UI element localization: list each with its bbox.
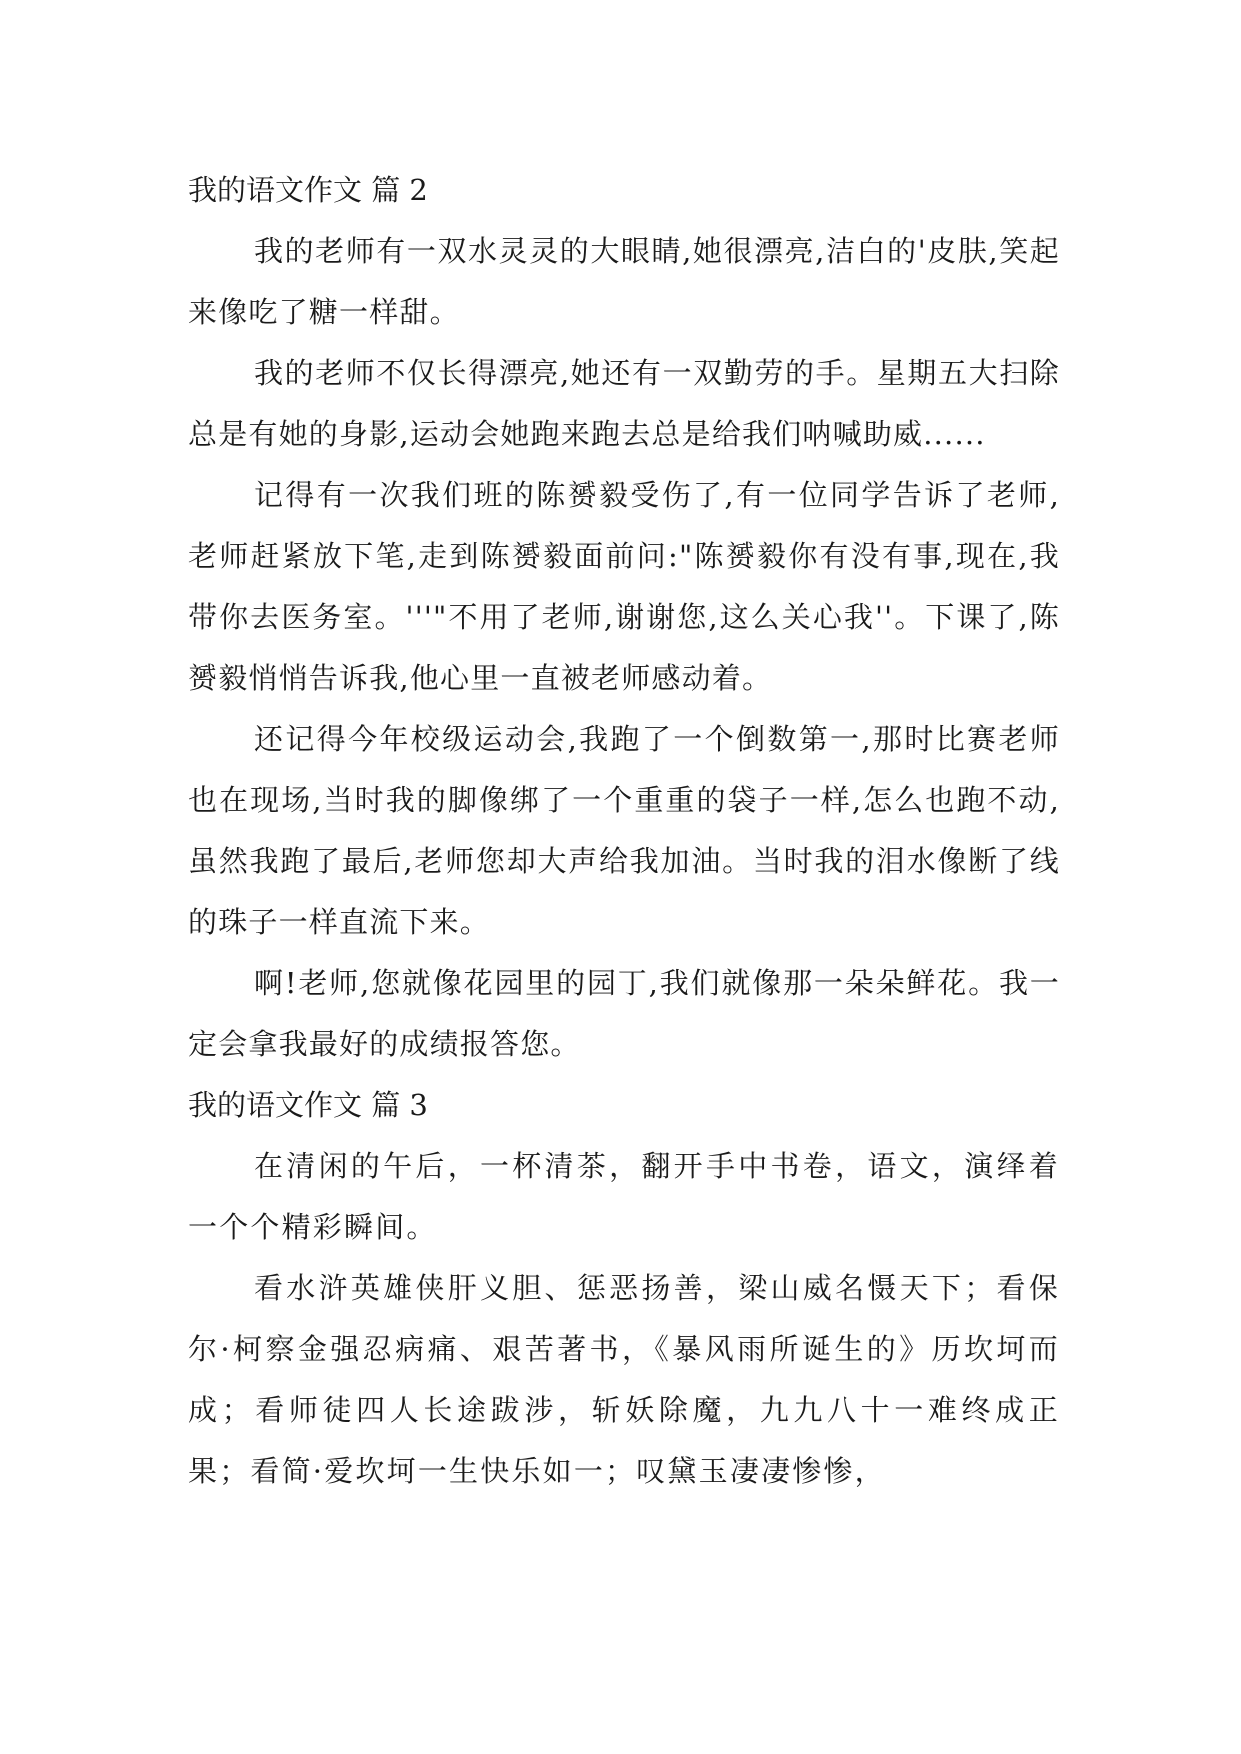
paragraph: 我的老师有一双水灵灵的大眼睛,她很漂亮,洁白的'皮肤,笑起来像吃了糖一样甜。 [188,234,1060,329]
essay-section-3 [188,1075,1060,1502]
essay-section-2 [188,160,1060,1075]
section-heading: 我的语文作文 篇 2 [188,173,428,207]
paragraph: 记得有一次我们班的陈赟毅受伤了,有一位同学告诉了老师,老师赶紧放下笔,走到陈赟毅面前问:"陈赟毅你有没有事,现在,我带你去医务室。'''"不用了老师,谢谢您,这么关心我''。下课了,陈赟毅悄悄告诉我,他心里一直被老师感动着。 [188,478,1060,695]
paragraph: 看水浒英雄侠肝义胆、惩恶扬善，梁山威名慑天下；看保尔·柯察金强忍病痛、艰苦著书，《暴风雨所诞生的》历坎坷而成；看师徒四人长途跋涉，斩妖除魔，九九八十一难终成正果；看简·爱坎坷一生快乐如一；叹黛玉凄凄惨惨， [188,1271,1060,1488]
paragraph: 在清闲的午后，一杯清茶，翻开手中书卷，语文，演绎着一个个精彩瞬间。 [188,1149,1060,1244]
paragraph: 啊!老师,您就像花园里的园丁,我们就像那一朵朵鲜花。我一定会拿我最好的成绩报答您。 [188,966,1060,1061]
document-body [188,160,1060,1502]
paragraph: 还记得今年校级运动会,我跑了一个倒数第一,那时比赛老师也在现场,当时我的脚像绑了一个重重的袋子一样,怎么也跑不动,虽然我跑了最后,老师您却大声给我加油。当时我的泪水像断了线的珠子一样直流下来。 [188,722,1060,939]
section-heading: 我的语文作文 篇 3 [188,1088,428,1122]
paragraph: 我的老师不仅长得漂亮,她还有一双勤劳的手。星期五大扫除总是有她的身影,运动会她跑来跑去总是给我们呐喊助威...... [188,356,1060,451]
